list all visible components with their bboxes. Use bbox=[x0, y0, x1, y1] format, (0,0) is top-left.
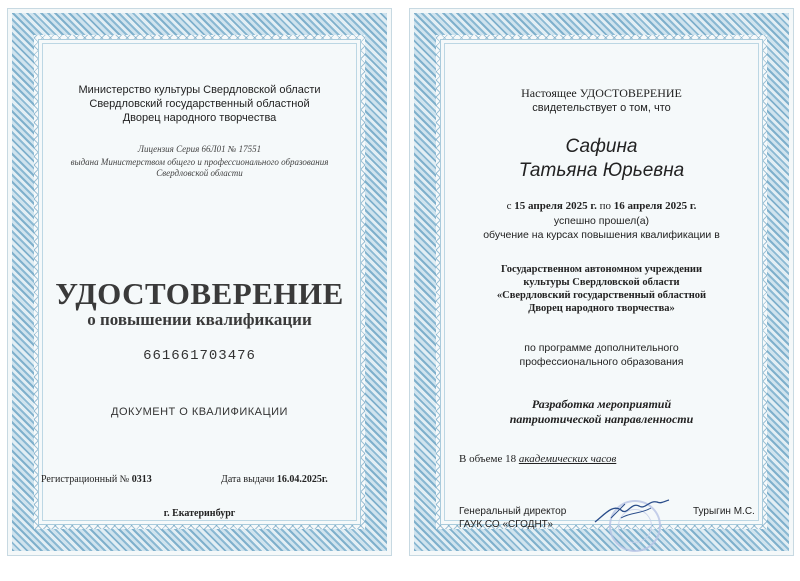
issuer-line-2: Свердловский государственный областной bbox=[89, 98, 310, 110]
study-period bbox=[441, 200, 762, 212]
volume-hours: 18 bbox=[505, 453, 517, 465]
left-page-content bbox=[38, 39, 361, 525]
date-label: Дата выдачи bbox=[221, 474, 275, 485]
from-date: 15 апреля 2025 г. bbox=[514, 200, 597, 212]
license-issued-line-2: Свердловской области bbox=[156, 168, 243, 178]
license-line: Лицензия Серия 66Л01 № 17551 bbox=[137, 144, 262, 154]
organization-line-3: «Свердловский государственный областной bbox=[496, 290, 707, 301]
heading bbox=[441, 86, 762, 101]
issuer-line-3: Дворец народного творчества bbox=[122, 112, 277, 124]
certificate-subtitle: о повышении квалификации bbox=[87, 310, 312, 329]
issuer-line-1: Министерство культуры Свердловской области bbox=[78, 84, 321, 96]
director-organization: ГАУК СО «СГОДНТ» bbox=[459, 519, 553, 530]
certificate-number: 661661703476 bbox=[143, 348, 256, 364]
director-name: Турыгин М.С. bbox=[693, 506, 755, 517]
holder-name: Татьяна Юрьевна bbox=[518, 160, 685, 181]
organization-line-1: Государственном автономном учреждении bbox=[500, 264, 703, 275]
date-value: 16.04.2025г. bbox=[276, 474, 328, 485]
director-title: Генеральный директор bbox=[459, 506, 567, 517]
training-text: обучение на курсах повышения квалификации в bbox=[483, 229, 720, 241]
license-issued-line-1: выдана Министерством общего и профессионального образования bbox=[70, 157, 329, 167]
course-title-line-2: патриотической направленности bbox=[509, 412, 694, 426]
to-date: 16 апреля 2025 г. bbox=[613, 200, 697, 212]
to-label: по bbox=[599, 200, 612, 212]
completed-text: успешно прошел(а) bbox=[553, 215, 650, 227]
holder-surname: Сафина bbox=[565, 136, 638, 157]
heading-word: УДОСТОВЕРЕНИЕ bbox=[579, 86, 682, 100]
certificate-title: УДОСТОВЕРЕНИЕ bbox=[55, 276, 344, 311]
volume-unit: академических часов bbox=[518, 453, 617, 465]
course-volume bbox=[459, 453, 616, 465]
organization-line-2: культуры Свердловской области bbox=[523, 277, 680, 288]
right-page-content bbox=[440, 39, 763, 530]
certificate-right-page bbox=[409, 8, 794, 556]
certifies-text: свидетельствует о том, что bbox=[532, 102, 671, 114]
program-line-1: по программе дополнительного bbox=[524, 342, 679, 354]
program-line-2: профессионального образования bbox=[519, 356, 684, 368]
reg-label: Регистрационный № bbox=[41, 474, 130, 485]
volume-label: В объеме bbox=[459, 453, 503, 465]
reg-number: 0313 bbox=[131, 474, 152, 485]
heading-prefix: Настоящее bbox=[521, 86, 577, 100]
course-title-line-1: Разработка мероприятий bbox=[531, 397, 672, 411]
city: г. Екатеринбург bbox=[163, 508, 236, 519]
signature-icon bbox=[591, 492, 671, 532]
document-type: ДОКУМЕНТ О КВАЛИФИКАЦИИ bbox=[111, 406, 288, 418]
organization-line-4: Дворец народного творчества» bbox=[528, 303, 675, 314]
issue-date bbox=[221, 474, 328, 485]
from-label: с bbox=[506, 200, 512, 212]
certificate-left-page bbox=[7, 8, 392, 556]
registration-number bbox=[41, 474, 152, 485]
